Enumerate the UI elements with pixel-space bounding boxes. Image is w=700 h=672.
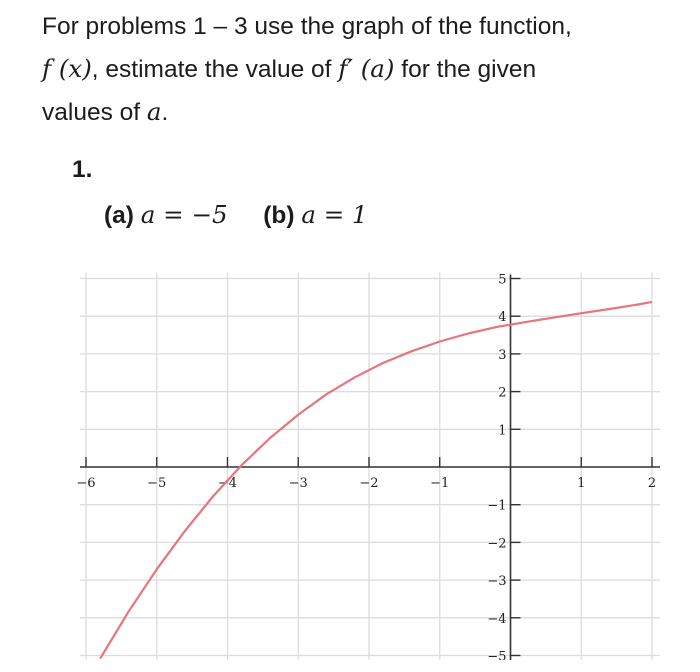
x-tick-label: −6 [76,476,96,491]
part-a-expression: a = −5 [140,200,228,229]
y-tick-label: −3 [487,574,507,590]
y-tick-label: 3 [498,347,507,363]
problem-intro [42,6,682,134]
y-tick-label: −4 [487,611,507,627]
x-tick-label: −3 [288,476,308,491]
x-tick-label: −1 [430,476,450,491]
x-tick-label: 2 [647,476,657,491]
part-b-label: (b) [263,202,295,229]
problem-number: 1. [72,156,93,183]
function-notation: f (x) [42,54,92,83]
y-tick-label: −2 [487,536,507,552]
x-tick-label: −2 [359,476,379,491]
y-tick-label: −1 [487,498,507,514]
x-tick-label: 1 [577,476,586,491]
part-b-expression: a = 1 [301,200,368,229]
problem-parts [104,200,368,230]
intro-line-1: For problems 1 – 3 use the graph of the function, [42,13,572,40]
function-graph [60,270,680,665]
part-a-label: (a) [104,202,134,229]
x-tick-label: −4 [217,476,238,491]
intro-line-2: f (x), estimate the value of f′ (a) for the given [42,54,537,83]
axes [80,272,660,661]
x-tick-label: −5 [147,476,167,491]
y-tick-label: 4 [498,310,507,326]
y-tick-label: −5 [487,649,507,660]
variable-a: a [146,97,162,126]
y-tick-label: 2 [498,385,507,401]
derivative-notation: f′ (a) [338,54,395,83]
intro-line-3: values of a. [42,97,169,126]
y-tick-label: 5 [498,272,507,288]
graph-svg [60,270,680,660]
y-tick-label: 1 [498,423,507,439]
